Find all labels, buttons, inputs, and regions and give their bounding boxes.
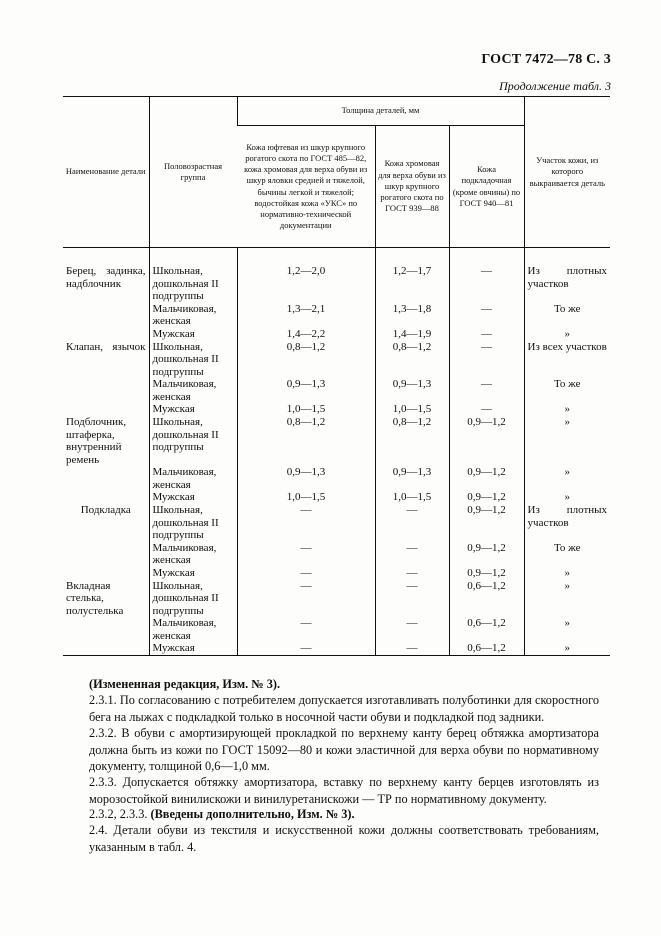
chrome-cell: —: [375, 580, 449, 618]
col-section-header: Участок кожи, из которого выкраивается деталь: [524, 97, 610, 248]
chrome-cell: 1,0—1,5: [375, 403, 449, 416]
lining-cell: —: [449, 378, 524, 403]
yuft-cell: 1,0—1,5: [237, 491, 375, 504]
lining-cell: —: [449, 328, 524, 341]
group-cell: Мужская: [149, 642, 237, 655]
table-continuation-label: Продолжение табл. 3: [499, 79, 611, 93]
yuft-cell: —: [237, 642, 375, 655]
chrome-cell: —: [375, 504, 449, 542]
part-cell: [63, 378, 149, 403]
section-cell: »: [524, 466, 610, 491]
table-row: [63, 504, 610, 542]
group-cell: Школьная, дошкольная II подгруппы: [149, 248, 237, 303]
yuft-cell: 0,8—1,2: [237, 416, 375, 466]
yuft-cell: 0,9—1,3: [237, 378, 375, 403]
col-lining-header: Кожа подкладочная (кроме овчины) по ГОСТ 940—81: [449, 126, 524, 248]
table-row: [63, 642, 610, 655]
thickness-header: Толщина деталей, мм: [237, 97, 524, 126]
p2323-note: (Введены дополнительно, Изм. № 3).: [150, 807, 355, 821]
p233-text: 2.3.3. Допускается обтяжку амортизатора, вставку по верхнему канту берцев изготовлять из морозостойкой винилискожи и винилуретанискожи — ТР по нормативному документу.: [89, 775, 599, 806]
group-cell: Мальчиковая, женская: [149, 466, 237, 491]
lining-cell: —: [449, 341, 524, 379]
chrome-cell: —: [375, 542, 449, 567]
lining-cell: 0,9—1,2: [449, 504, 524, 542]
chrome-cell: 0,9—1,3: [375, 378, 449, 403]
section-cell: То же: [524, 378, 610, 403]
chrome-cell: —: [375, 617, 449, 642]
yuft-cell: 1,4—2,2: [237, 328, 375, 341]
part-cell: [63, 466, 149, 491]
lining-cell: 0,6—1,2: [449, 642, 524, 655]
section-cell: Из плотных участков: [524, 248, 610, 303]
table-row: [63, 542, 610, 567]
thickness-table: [63, 96, 610, 656]
group-cell: Мальчиковая, женская: [149, 542, 237, 567]
paragraph-2-4: [89, 822, 599, 855]
group-cell: Мужская: [149, 328, 237, 341]
yuft-cell: 1,0—1,5: [237, 403, 375, 416]
paragraph-2-3-1: [89, 692, 599, 725]
section-cell: Из всех участков: [524, 341, 610, 379]
section-cell: »: [524, 580, 610, 618]
p24-text: 2.4. Детали обуви из текстиля и искусственной кожи должны соответствовать требованиям, указанным в табл. 4.: [89, 823, 599, 854]
changed-note: [89, 676, 599, 693]
yuft-cell: —: [237, 542, 375, 567]
yuft-cell: 0,9—1,3: [237, 466, 375, 491]
col-group-header: Половозрастная группа: [149, 97, 237, 248]
group-cell: Мальчиковая, женская: [149, 378, 237, 403]
lining-cell: 0,9—1,2: [449, 542, 524, 567]
table-row: [63, 303, 610, 328]
part-cell: Клапан, язычок: [66, 340, 146, 353]
chrome-cell: —: [375, 567, 449, 580]
lining-cell: 0,9—1,2: [449, 416, 524, 466]
part-cell: [63, 303, 149, 328]
lining-cell: 0,6—1,2: [449, 580, 524, 618]
table-body: [63, 248, 610, 656]
lining-cell: —: [449, 403, 524, 416]
group-cell: Школьная, дошкольная II подгруппы: [149, 416, 237, 466]
changed-text: (Измененная редакция, Изм. № 3).: [89, 677, 281, 691]
paragraph-2-3-2-3: [89, 806, 599, 823]
table-row: [63, 328, 610, 341]
part-cell: [63, 567, 149, 580]
chrome-cell: —: [375, 642, 449, 655]
col-yuft-header: Кожа юфтевая из шкур крупного рогатого скота по ГОСТ 485—82, кожа хромовая для верха обуви из шкур яловки средней и тяжелой, бычины легкой и тяжелой; водостойкая кожа «УКС» по нормативно-технической документации: [237, 126, 375, 248]
section-cell: Из плотных участков: [524, 504, 610, 542]
section-cell: »: [524, 328, 610, 341]
part-cell: [63, 491, 149, 504]
part-cell: Вкладная стелька, полустелька: [66, 579, 124, 617]
part-cell: [63, 617, 149, 642]
chrome-cell: 1,3—1,8: [375, 303, 449, 328]
group-cell: Школьная, дошкольная II подгруппы: [149, 504, 237, 542]
yuft-cell: 1,3—2,1: [237, 303, 375, 328]
table-row: [63, 567, 610, 580]
group-cell: Мужская: [149, 403, 237, 416]
col-part-header: Наименование детали: [63, 97, 149, 248]
lining-cell: 0,6—1,2: [449, 617, 524, 642]
yuft-cell: 1,2—2,0: [237, 248, 375, 303]
lining-cell: —: [449, 248, 524, 303]
chrome-cell: 1,2—1,7: [375, 248, 449, 303]
table-row: [63, 416, 610, 466]
group-cell: Мужская: [149, 567, 237, 580]
page-header: ГОСТ 7472—78 С. 3: [481, 52, 611, 67]
p2323-num: 2.3.2, 2.3.3.: [89, 807, 148, 821]
part-cell: Подкладка: [80, 504, 131, 516]
yuft-cell: —: [237, 617, 375, 642]
table-row: [63, 491, 610, 504]
part-cell: [63, 642, 149, 655]
p231-text: 2.3.1. По согласованию с потребителем допускается изготавливать полуботинки для скоростного бега на лыжах с подкладкой только в носочной части обуви и подкладкой под задники.: [89, 693, 599, 724]
group-cell: Школьная, дошкольная II подгруппы: [149, 580, 237, 618]
table-row: [63, 617, 610, 642]
paragraph-2-3-2: [89, 725, 599, 775]
chrome-cell: 0,9—1,3: [375, 466, 449, 491]
part-cell: [63, 403, 149, 416]
lining-cell: 0,9—1,2: [449, 491, 524, 504]
table-row: [63, 403, 610, 416]
group-cell: Школьная, дошкольная II подгруппы: [149, 341, 237, 379]
paragraph-2-3-3: [89, 774, 599, 807]
section-cell: То же: [524, 542, 610, 567]
section-cell: »: [524, 617, 610, 642]
part-cell: [63, 328, 149, 341]
table-row: [63, 580, 610, 618]
table-row: [63, 378, 610, 403]
section-cell: »: [524, 642, 610, 655]
lining-cell: —: [449, 303, 524, 328]
table-row: [63, 466, 610, 491]
section-cell: »: [524, 491, 610, 504]
yuft-cell: —: [237, 504, 375, 542]
chrome-cell: 1,0—1,5: [375, 491, 449, 504]
section-cell: »: [524, 416, 610, 466]
chrome-cell: 1,4—1,9: [375, 328, 449, 341]
table-row: [63, 341, 610, 379]
lining-cell: 0,9—1,2: [449, 466, 524, 491]
col-chrome-header: Кожа хромовая для верха обуви из шкур крупного рогатого скота по ГОСТ 939—88: [375, 126, 449, 248]
part-cell: Подблочник, штаферка, внутренний ремень: [66, 416, 127, 466]
part-cell: [63, 542, 149, 567]
section-cell: »: [524, 567, 610, 580]
section-cell: »: [524, 403, 610, 416]
yuft-cell: —: [237, 567, 375, 580]
group-cell: Мужская: [149, 491, 237, 504]
group-cell: Мальчиковая, женская: [149, 617, 237, 642]
section-cell: То же: [524, 303, 610, 328]
chrome-cell: 0,8—1,2: [375, 341, 449, 379]
p232-text: 2.3.2. В обуви с амортизирующей прокладкой по верхнему канту берец обтяжка амортизатора должна быть из кожи по ГОСТ 15092—80 и кожи эластичной для верха обуви по нормативному документу, толщиной 0,6—1,0 мм.: [89, 726, 599, 773]
group-cell: Мальчиковая, женская: [149, 303, 237, 328]
yuft-cell: —: [237, 580, 375, 618]
chrome-cell: 0,8—1,2: [375, 416, 449, 466]
lining-cell: 0,9—1,2: [449, 567, 524, 580]
part-cell: Берец, задинка, надблочник: [66, 265, 146, 290]
yuft-cell: 0,8—1,2: [237, 341, 375, 379]
table-row: [63, 248, 610, 303]
